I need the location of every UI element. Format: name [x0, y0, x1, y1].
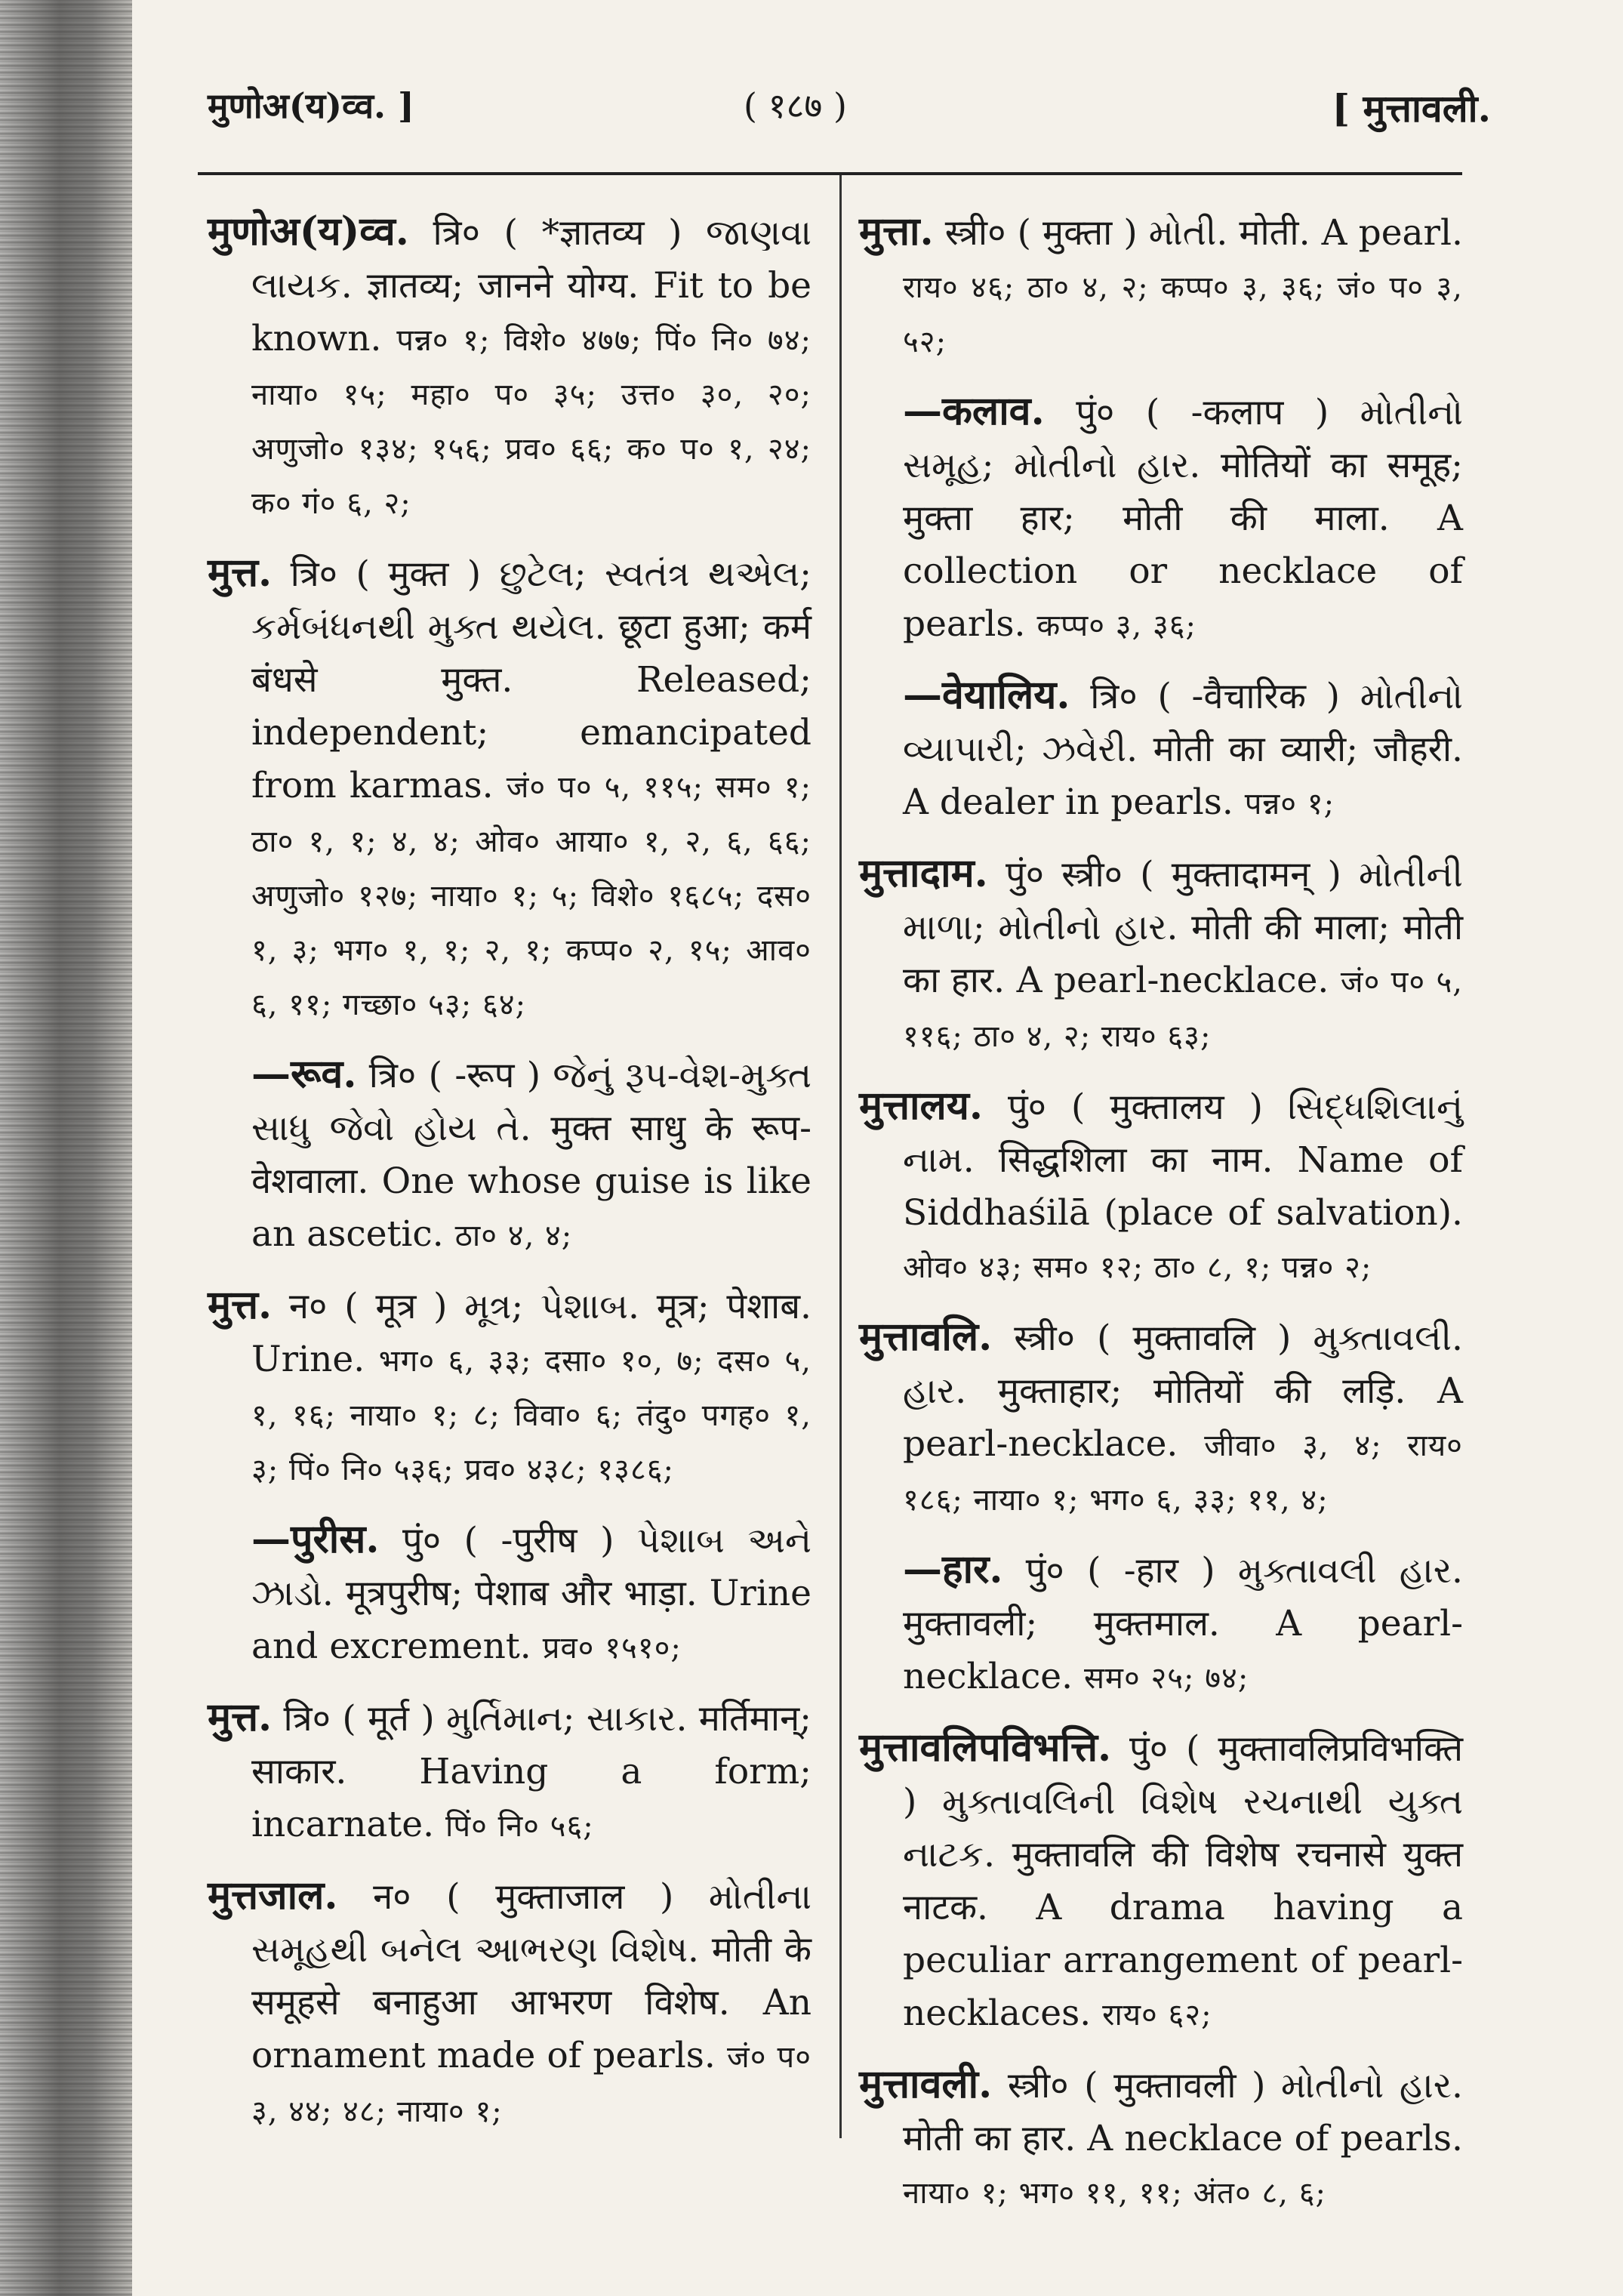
- headword: मुत्तावलि.: [859, 1314, 993, 1360]
- references: जीवा० ३, ४; राय० १८६; नाया० १; भग० ६, ३३; ११, ४;: [903, 1428, 1463, 1518]
- definition: त्रि० ( *ज्ञातव्य ) જાણવા લાયક. ज्ञातव्य; जानने योग्य. Fit to be known.: [251, 212, 812, 359]
- sub-entry: [859, 1543, 1463, 1705]
- headword: मुणोअ(य)व्व.: [208, 208, 409, 254]
- references: राय० ४६; ठा० ४, २; कप्प० ३, ३६; जं० प० ३, ५२;: [903, 270, 1463, 359]
- references: राय० ६२;: [1102, 1998, 1212, 2032]
- definition: त्रि० ( -रूप ) જેનું રૂપ-વેશ-મુક્ત સાધુ જેવો હોય તે. मुक्त साधु के रूप-वेशवाला. One whose guise is like an ascetic.: [251, 1055, 812, 1255]
- headword: मुत्तावलिपविभत्ति.: [859, 1724, 1112, 1771]
- definition: स्त्री० ( मुक्तावलि ) મુક્તાવલી. હાર. मुक्ताहार; मोतियों की लड़ि. A pearl-necklace.: [903, 1318, 1463, 1465]
- references: सम० २५; ७४;: [1083, 1661, 1249, 1696]
- definition: पुं० ( -कलाप ) મોતીનો સમૂહ; મોતીનો હાર. मोतियों का समूह; मुक्ता हार; मोती की माला. A collection or necklace of pearls.: [903, 392, 1463, 645]
- definition: पुं० ( मुक्तावलिप्रविभक्ति ) મુક્તાવલિની વિશેષ રચનાથી યુક્ત નાટક. मुक्तावलि की विशेष रचनासे युक्त नाटक. A drama having a peculiar arrangement of pearl-necklaces.: [903, 1728, 1463, 2034]
- page-number: ( १८७ ): [744, 85, 847, 126]
- dictionary-entry: [208, 1691, 812, 1853]
- dictionary-entry: [859, 2058, 1463, 2220]
- definition: न० ( मुक्ताजाल ) મોતીના સમૂહથી બનેલ આભરણ વિશેષ. मोती के समूहसे बनाहुआ आभरण विशेष. An ornament made of pearls.: [251, 1876, 812, 2076]
- references: ओव० ४३; सम० १२; ठा० ८, १; पन्न० २;: [903, 1250, 1372, 1285]
- references: नाया० १; भग० ११, ११; अंत० ८, ६;: [903, 2176, 1326, 2211]
- headword: —पुरीस.: [251, 1516, 380, 1562]
- definition: पुं० ( मुक्तालय ) સિદ્ધશિલાનું નામ. सिद्धशिला का नाम. Name of Siddhaśilā (place of salvation).: [903, 1086, 1463, 1234]
- references: पिं० नि० ५६;: [445, 1809, 594, 1844]
- dictionary-entry: [208, 1869, 812, 2138]
- headword: मुत्ता.: [859, 208, 934, 254]
- references: पन्न० १;: [1244, 787, 1335, 821]
- headword: मुत्त.: [208, 550, 273, 596]
- headword: मुत्तालय.: [859, 1083, 984, 1129]
- header-rule: [198, 172, 1462, 175]
- sub-entry: [859, 669, 1463, 831]
- headword: मुत्त.: [208, 1694, 273, 1740]
- dictionary-entry: [859, 1080, 1463, 1294]
- scan-binding-edge: [0, 0, 132, 2296]
- headword: —कलाव.: [903, 388, 1045, 434]
- dictionary-entry: [208, 1279, 812, 1496]
- running-head-right: [ मुत्तावली.: [1332, 86, 1491, 131]
- left-column: [208, 205, 812, 2155]
- headword: मुत्तजाल.: [208, 1872, 338, 1918]
- definition: स्त्री० ( मुक्तावली ) મોતીનો હાર. मोती का हार. A necklace of pearls.: [903, 2065, 1463, 2159]
- headword: मुत्तादाम.: [859, 850, 988, 896]
- headword: —वेयालिय.: [903, 672, 1070, 718]
- references: ठा० ४, ४;: [454, 1219, 573, 1253]
- sub-entry: [208, 1513, 812, 1675]
- references: जं० प० ५, ११५; सम० १; ठा० १, १; ४, ४; ओव० आया० १, २, ६, ६६; अणुजो० १२७; नाया० १; ५; विशे० १६८५; दस० १, ३; भग० १, १; २, १; कप्प० २, १५; आव० ६, ११; गच्छा० ५३; ६४;: [251, 770, 812, 1022]
- definition: त्रि० ( -वैचारिक ) મોતીનો વ્યાપારી; ઝવેરી. मोती का व्यारी; जौहरी. A dealer in pearls.: [903, 676, 1463, 823]
- dictionary-entry: [859, 205, 1463, 368]
- references: भग० ६, ३३; दसा० १०, ७; दस० ५, १, १६; नाया० १; ८; विवा० ६; तंदु० पगह० १, ३; पिं० नि० ५३६; प्रव० ४३८; १३८६;: [251, 1344, 812, 1487]
- definition: त्रि० ( मुक्त ) છુટેલ; સ્વતંત્ર થએલ; કર્મબંધનથી મુક્ત થયેલ. छूटा हुआ; कर्म बंधसे मुक्त. Released; independent; emancipated from karmas.: [251, 553, 812, 806]
- definition: पुं० ( -पुरीष ) પેશાબ અને ઝાડો. मूत्रपुरीष; पेशाब और भाड़ा. Urine and excrement.: [251, 1520, 812, 1667]
- references: पन्न० १; विशे० ४७७; पिं० नि० ७४; नाया० १५; महा० प० ३५; उत्त० ३०, २०; अणुजो० १३४; १५६; प्रव० ६६; क० प० १, २४; क० गं० ६, २;: [251, 323, 812, 521]
- references: कप्प० ३, ३६;: [1036, 609, 1197, 643]
- definition: न० ( मूत्र ) મૂત્ર; પેશાબ. मूत्र; पेशाब. Urine.: [251, 1286, 812, 1380]
- dictionary-entry: [208, 547, 812, 1031]
- running-head-left: मुणोअ(य)व्व. ]: [208, 85, 414, 126]
- references: जं० प० ३, ४४; ४८; नाया० १;: [251, 2040, 812, 2129]
- column-divider: [839, 175, 842, 2138]
- references: जं० प० ५, ११६; ठा० ४, २; राय० ६३;: [903, 965, 1463, 1054]
- sub-entry: [859, 385, 1463, 652]
- headword: मुत्तावली.: [859, 2061, 993, 2107]
- headword: —हार.: [903, 1546, 1003, 1592]
- definition: पुं० स्त्री० ( मुक्तादामन् ) મોતીની માળા; મોતીનો હાર. मोती की माला; मोती का हार. A pearl-necklace.: [903, 854, 1463, 1001]
- dictionary-entry: [859, 1721, 1463, 2042]
- references: प्रव० १५१०;: [542, 1631, 682, 1666]
- definition: स्त्री० ( मुक्ता ) મોતી. मोती. A pearl.: [944, 212, 1463, 254]
- right-column: [859, 205, 1463, 2236]
- definition: त्रि० ( मूर्त ) મુર્તિમાન; સાકાર. मर्तिमान्; साकार. Having a form; incarnate.: [251, 1698, 812, 1845]
- definition: पुं० ( -हार ) મુક્તાવલી હાર. मुक्तावली; मुक्तमाल. A pearl-necklace.: [903, 1550, 1463, 1697]
- headword: —रूव.: [251, 1051, 357, 1097]
- headword: मुत्त.: [208, 1282, 273, 1328]
- dictionary-entry: [859, 847, 1463, 1063]
- dictionary-entry: [859, 1311, 1463, 1527]
- dictionary-entry: [208, 205, 812, 530]
- sub-entry: [208, 1048, 812, 1262]
